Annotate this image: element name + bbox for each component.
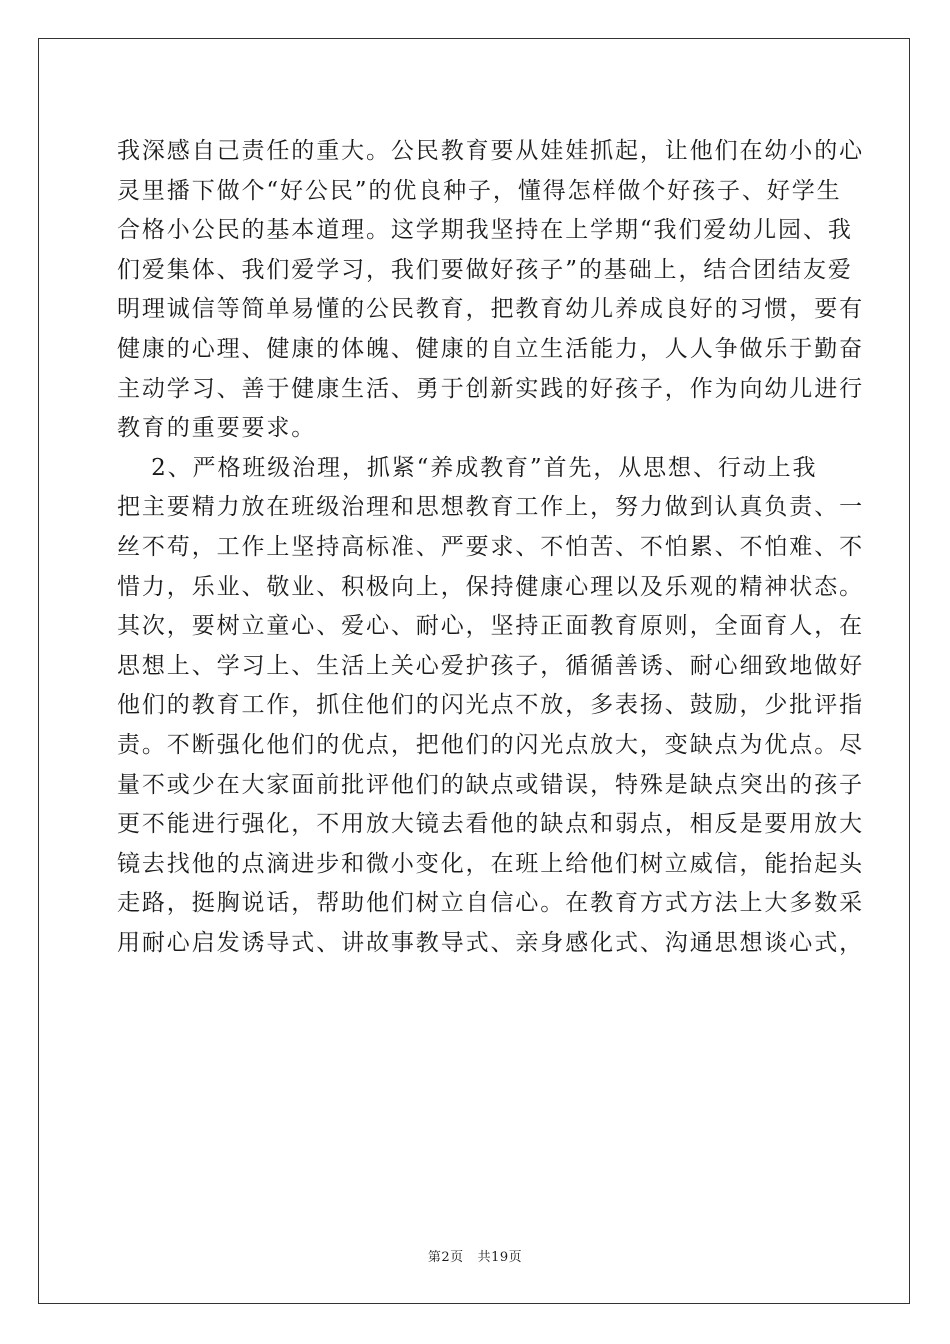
text-line: 用耐心启发诱导式、讲故事教导式、亲身感化式、沟通思想谈心式， bbox=[117, 929, 864, 956]
text-line: 量不或少在大家面前批评他们的缺点或错误，特殊是缺点突出的孩子 bbox=[117, 771, 864, 798]
text-line: 更不能进行强化，不用放大镜去看他的缺点和弱点，相反是要用放大 bbox=[117, 811, 864, 838]
text-line: 合格小公民的基本道理。这学期我坚持在上学期“我们爱幼儿园、我 bbox=[117, 217, 853, 244]
text-line: 镜去找他的点滴进步和微小变化，在班上给他们树立威信，能抬起头 bbox=[117, 850, 864, 877]
text-line: 把主要精力放在班级治理和思想教育工作上，努力做到认真负责、一 bbox=[117, 494, 864, 521]
page-number: 第2页 bbox=[427, 1250, 464, 1265]
page-footer bbox=[0, 1246, 950, 1265]
text-line: 其次，要树立童心、爱心、耐心，坚持正面教育原则，全面育人，在 bbox=[117, 613, 864, 640]
text-line: 们爱集体、我们爱学习，我们要做好孩子”的基础上，结合团结友爱 bbox=[117, 256, 853, 283]
text-line: 我深感自己责任的重大。公民教育要从娃娃抓起，让他们在幼小的心 bbox=[117, 138, 864, 164]
text-line: 主动学习、善于健康生活、勇于创新实践的好孩子，作为向幼儿进行 bbox=[117, 375, 864, 402]
document-body bbox=[117, 132, 864, 963]
text-line: 责。不断强化他们的优点，把他们的闪光点放大，变缺点为优点。尽 bbox=[117, 731, 864, 758]
text-line: 明理诚信等简单易懂的公民教育，把教育幼儿养成良好的习惯，要有 bbox=[117, 296, 864, 323]
total-pages: 共19页 bbox=[477, 1250, 523, 1265]
text-line: 丝不苟，工作上坚持高标准、严要求、不怕苦、不怕累、不怕难、不 bbox=[117, 533, 864, 560]
text-line: 2、严格班级治理，抓紧“养成教育”首先，从思想、行动上我 bbox=[117, 454, 818, 481]
text-line: 灵里播下做个“好公民”的优良种子，懂得怎样做个好孩子、好学生 bbox=[117, 177, 842, 204]
text-line: 走路，挺胸说话，帮助他们树立自信心。在教育方式方法上大多数采 bbox=[117, 890, 864, 917]
text-line: 教育的重要要求。 bbox=[117, 415, 317, 442]
text-line: 健康的心理、健康的体魄、健康的自立生活能力，人人争做乐于勤奋 bbox=[117, 335, 864, 362]
text-line: 惜力，乐业、敬业、积极向上，保持健康心理以及乐观的精神状态。 bbox=[117, 573, 864, 600]
text-line: 他们的教育工作，抓住他们的闪光点不放，多表扬、鼓励，少批评指 bbox=[117, 692, 864, 719]
text-line: 思想上、学习上、生活上关心爱护孩子，循循善诱、耐心细致地做好 bbox=[117, 652, 864, 679]
